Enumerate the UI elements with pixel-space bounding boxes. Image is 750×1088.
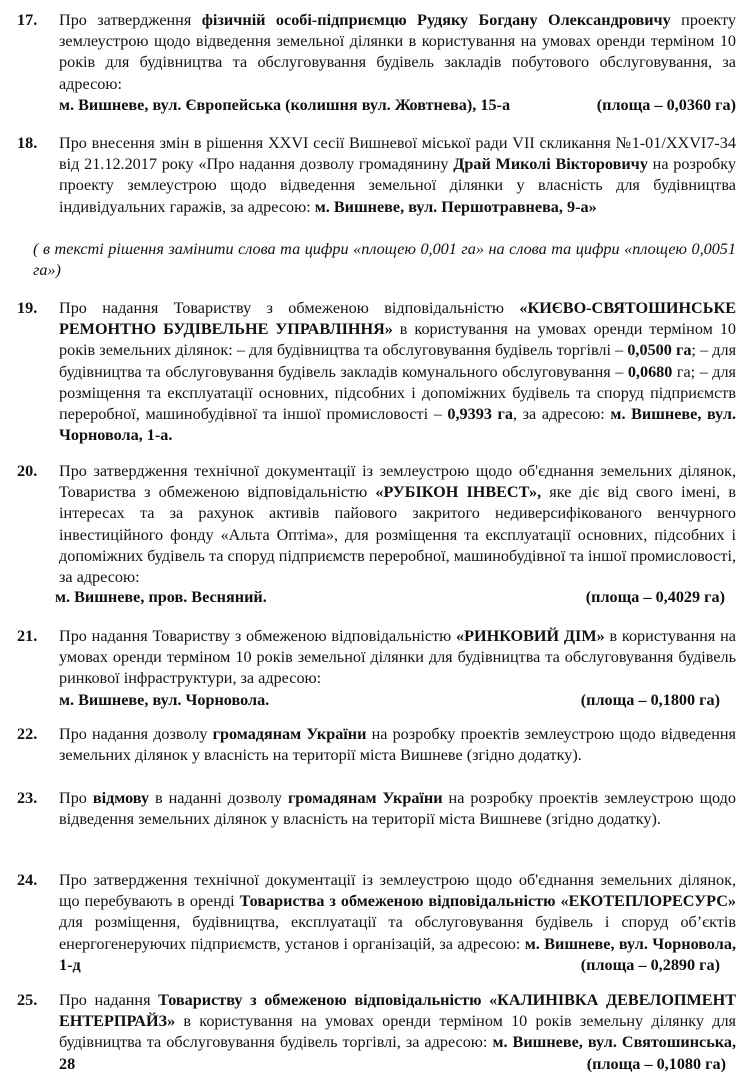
item-text: Про затвердження технічної документації із землеустрою щодо об'єднання земельних ділянок, Товариства з обмеженою відповідальністю «РУБІКОН ІНВЕСТ», яке діє від свого імені, в інтересах та за рахунок активів пайового закритого недиверсифікованого венчурного інвестиційного фонду «Альта Оптіма», для розміщення та експлуатації основних, підсобних і допоміжних будівель та споруд підприємств переробної, машинобудівної та іншої промисловості, за адресою: — [59, 462, 736, 587]
item-text: Про надання Товариству з обмеженою відповідальністю «КИЄВО-СВЯТОШИНСЬКЕ РЕМОНТНО БУДІВЕЛЬНЕ УПРАВЛІННЯ» в користування на умовах оренди терміном 10 років земельних ділянок: – для будівництва та обслуговування будівель торгівлі – 0,0500 га; – для будівництва та обслуговування будівель закладів комунального обслуговування – 0,0680 га; – для розміщення та експлуатації основних, підсобних і допоміжних будівель та споруд підприємств переробної, машинобудівної та іншої промисловості – 0,9393 га, за адресою: м. Вишневе, вул. Чорновола, 1-а. — [59, 299, 737, 445]
item-number: 18. — [17, 134, 38, 152]
address-line — [59, 690, 736, 711]
item-number: 17. — [17, 11, 38, 29]
item-text: Про затвердження технічної документації із землеустрою щодо об'єднання земельних ділянок, що перебувають в оренді Товариства з обмеженою відповідальністю «ЕКОТЕПЛОРЕСУРС» для розміщення, будівництва, експлуатації та обслуговування будівель і споруд об’єктів енергогенеруючих підприємств, установ і організацій, за адресою: м. Вишневе, вул. Чорновола, 1-д (площа – 0,2890 га) — [59, 871, 737, 974]
item-text: Про надання Товариству з обмеженою відповідальністю «КАЛИНІВКА ДЕВЕЛОПМЕНТ ЕНТЕРПРАЙЗ» в користування на умовах оренди терміном 10 років земельну ділянку для будівництва та обслуговування будівель торгівлі, за адресою: м. Вишневе, вул. Святошинська, 28 (площа – 0,1080 га) — [59, 991, 736, 1073]
item-text: Про надання дозволу громадянам України на розробку проектів землеустрою щодо відведення земельних ділянок у власність на території міста Вишневе (згідно додатку). — [59, 725, 736, 765]
area: (площа – 0,1800 га) — [580, 690, 720, 709]
address: м. Вишневе, пров. Весняний. — [55, 588, 267, 606]
item-text: Про відмову в наданні дозволу громадянам України на розробку проектів землеустрою щодо відведення земельних ділянок у власність на території міста Вишневе (згідно додатку). — [59, 789, 736, 829]
area: (площа – 0,0360 га) — [596, 95, 736, 114]
item-number: 23. — [17, 789, 38, 807]
item-text: Про внесення змін в рішення XXVI сесії Вишневої міської ради VII скликання №1-01/XXVI7-34 від 21.12.2017 року «Про надання дозволу громадянину Драй Миколі Вікторовичу на розробку проекту землеустрою щодо відведення земельної ділянки у власність для будівництва індивідуальних гаражів, за адресою: м. Вишневе, вул. Першотравнева, 9-а» — [59, 134, 736, 216]
item-number: 20. — [17, 462, 38, 480]
item-text: Про затвердження фізичній особі-підприємцю Рудяку Богдану Олександровичу проекту землеустрою щодо відведення земельної ділянки в користування на умовах оренди терміном 10 років для будівництва та обслуговування будівель закладів побутового обслуговування, за адресою: м. Вишневе, вул. Європейська (колишня вул. Жовтнева), 15-а (площа – 0,0360 га) — [59, 10, 736, 116]
item-number: 21. — [17, 627, 38, 645]
address-line — [55, 587, 725, 608]
item-number: 24. — [17, 871, 38, 889]
address: м. Вишневе, вул. Європейська (колишня вул. Жовтнева), 15-а — [59, 95, 511, 114]
address: м. Вишневе, вул. Чорновола. — [59, 690, 270, 709]
area: (площа – 0,4029 га) — [585, 588, 725, 606]
item-number: 19. — [17, 299, 38, 317]
item-number: 22. — [17, 725, 38, 743]
item-number: 25. — [17, 991, 38, 1009]
amendment-note: ( в тексті рішення замінити слова та цифри «площею 0,001 га» на слова та цифри «площею 0,0051 га») — [33, 240, 736, 280]
item-text: Про надання Товариству з обмеженою відповідальністю «РИНКОВИЙ ДІМ» в користування на умовах оренди терміном 10 років земельної ділянки для будівництва та обслуговування будівель ринкової інфраструктури, за адресою: м. Вишневе, вул. Чорновола. (площа – 0,1800 га) — [59, 626, 736, 711]
address-line — [59, 95, 736, 116]
